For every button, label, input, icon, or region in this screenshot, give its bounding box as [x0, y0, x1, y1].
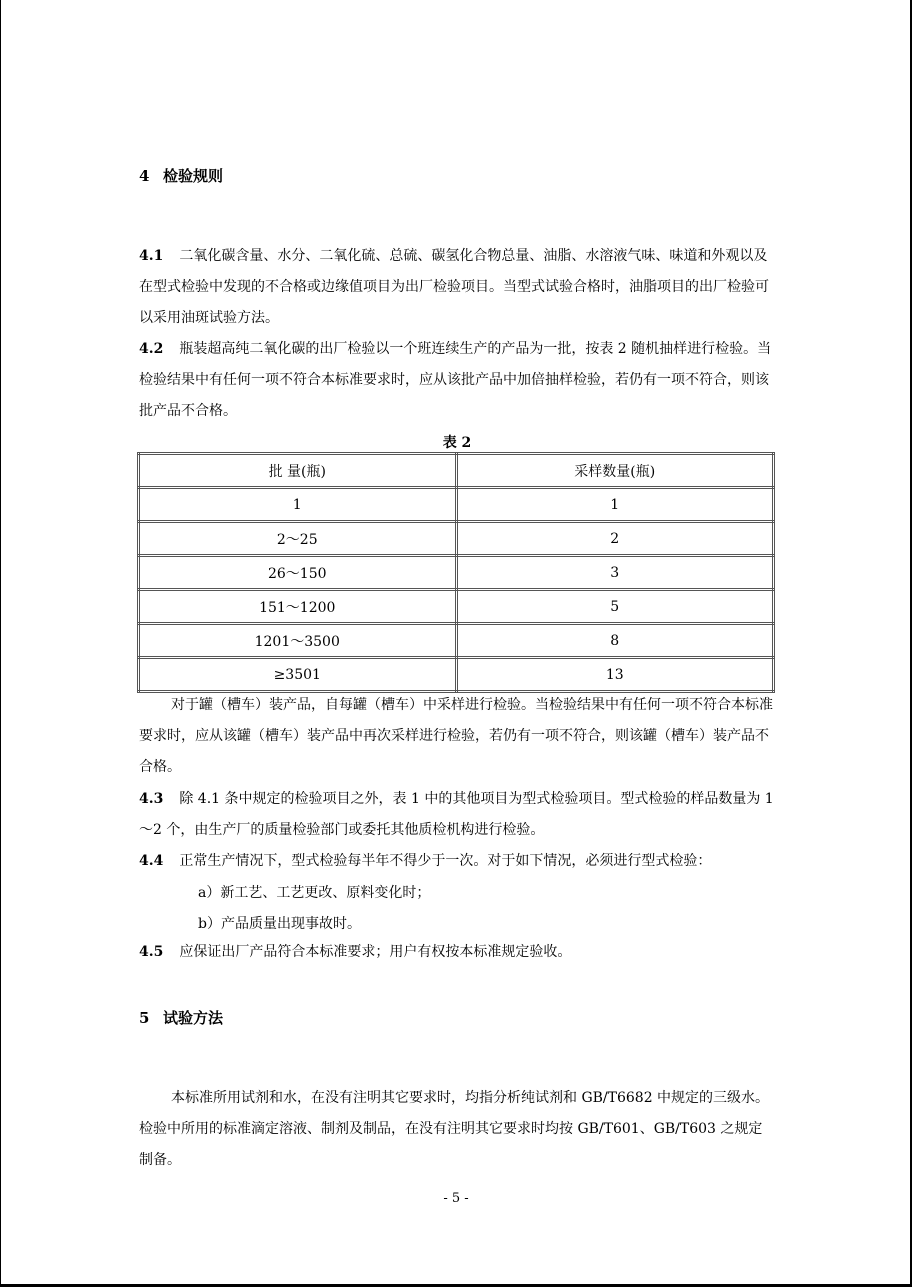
table-row: [139, 590, 774, 624]
list-item: a）新工艺、工艺更改、原料变化时；: [198, 885, 431, 901]
table-row: [139, 522, 774, 556]
batch-size-cell: 1201～3500: [139, 624, 457, 658]
clause-text: 二氧化碳含量、水分、二氧化硫、总硫、碳氢化合物总量、油脂、水溶液气味、味道和外观以及在型式检验中发现的不合格或边缘值项目为出厂检验项目。当型式试验合格时，油脂项目的出厂检验可以采用油斑试验方法。: [139, 248, 769, 326]
clause-text: 应保证出厂产品符合本标准要求；用户有权按本标准规定验收。: [179, 944, 572, 960]
paragraph-4-5: [139, 937, 775, 968]
clause-text: 除 4.1 条中规定的检验项目之外，表 1 中的其他项目为型式检验项目。型式检验的样品数量为 1～2 个，由生产厂的质量检验部门或委托其他质检机构进行检验。: [139, 791, 774, 838]
batch-size-cell: 151～1200: [139, 590, 457, 624]
paragraph-4-1: [139, 241, 775, 334]
paragraph-4-4: [139, 846, 775, 877]
sample-count-cell: 5: [456, 590, 774, 624]
sample-count-cell: 8: [456, 624, 774, 658]
clause-number: 4.2: [139, 341, 164, 357]
table-row: [139, 624, 774, 658]
paragraph-tank: 对于罐（槽车）装产品，自每罐（槽车）中采样进行检验。当检验结果中有任何一项不符合本标准要求时，应从该罐（槽车）装产品中再次采样进行检验，若仍有一项不符合，则该罐（槽车）装产品不合格。: [139, 697, 773, 775]
table-row: [139, 556, 774, 590]
section-5-heading: [139, 1007, 223, 1028]
batch-size-cell: 1: [139, 488, 457, 522]
paragraph-5-intro: 本标准所用试剂和水，在没有注明其它要求时，均指分析纯试剂和 GB/T6682 中规定的三级水。检验中所用的标准滴定溶液、制剂及制品，在没有注明其它要求时均按 GB/T601、GB/T603 之规定制备。: [139, 1090, 770, 1168]
section-title: 试验方法: [163, 1009, 224, 1027]
section-number: 4: [139, 167, 150, 185]
clause-number: 4.5: [139, 944, 164, 960]
clause-text: 瓶装超高纯二氧化碳的出厂检验以一个班连续生产的产品为一批，按表 2 随机抽样进行检验。当检验结果中有任何一项不符合本标准要求时，应从该批产品中加倍抽样检验，若仍有一项不符合，则该批产品不合格。: [139, 341, 772, 419]
section-number: 5: [139, 1009, 150, 1027]
sample-count-cell: 13: [456, 658, 774, 692]
header-batch-size: 批 量(瓶): [139, 454, 457, 488]
section-4-heading: [139, 165, 223, 186]
clause-number: 4.3: [139, 791, 164, 807]
table-header-row: [139, 454, 774, 488]
paragraph-4-2: [139, 334, 775, 427]
sample-count-cell: 2: [456, 522, 774, 556]
batch-size-cell: 2～25: [139, 522, 457, 556]
clause-text: 正常生产情况下，型式检验每半年不得少于一次。对于如下情况，必须进行型式检验：: [179, 853, 712, 869]
clause-number: 4.4: [139, 853, 164, 869]
batch-size-cell: ≥3501: [139, 658, 457, 692]
paragraph-4-3: [139, 784, 775, 846]
page-number: - 5 -: [443, 1191, 469, 1206]
sample-count-cell: 1: [456, 488, 774, 522]
list-item: b）产品质量出现事故时。: [198, 916, 361, 932]
section-title: 检验规则: [163, 167, 224, 185]
batch-size-cell: 26～150: [139, 556, 457, 590]
table-row: [139, 488, 774, 522]
clause-number: 4.1: [139, 248, 164, 264]
sample-count-cell: 3: [456, 556, 774, 590]
table-row: [139, 658, 774, 692]
table-caption: 表 2: [442, 435, 472, 451]
sampling-table: [137, 452, 775, 693]
header-sample-count: 采样数量(瓶): [456, 454, 774, 488]
